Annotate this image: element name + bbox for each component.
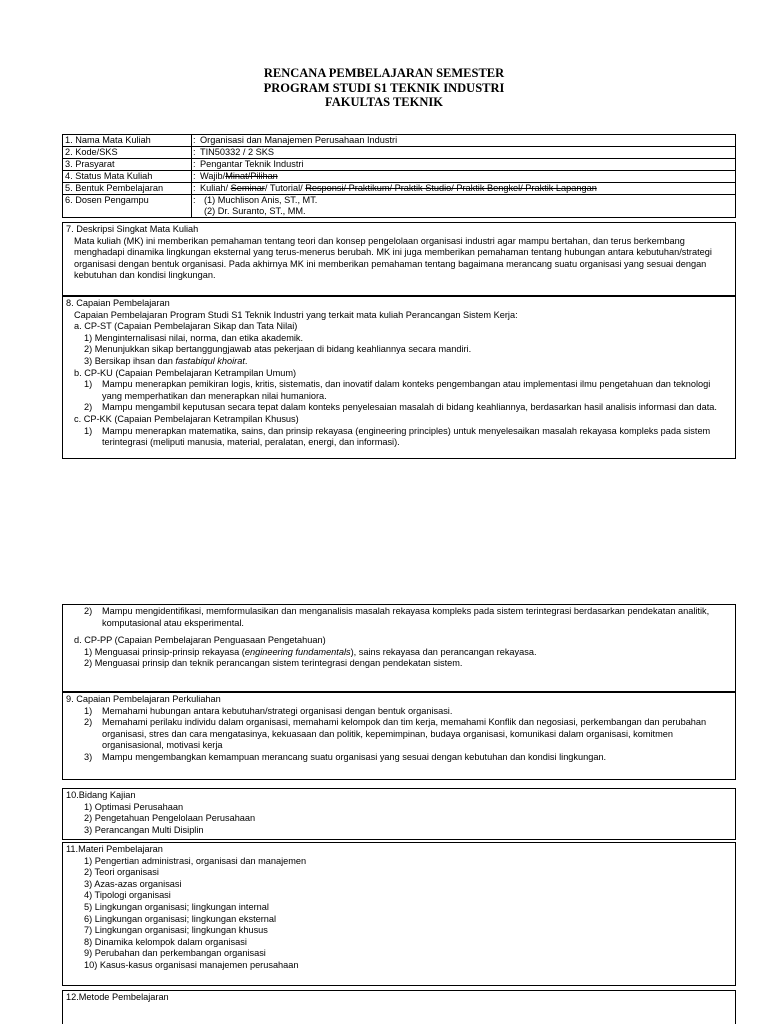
capaian-intro: Capaian Pembelajaran Program Studi S1 Teknik Industri yang terkait mata kuliah Perancangan Sistem Kerja: <box>74 309 518 320</box>
bidang-heading: 10.Bidang Kajian <box>66 790 136 800</box>
dosen-label: 6. Dosen Pengampu <box>63 195 192 218</box>
cpmk-item: 3) Mampu mengembangkan kemampuan merancang suatu organisasi yang sesuai dengan kebutuhan dan kondisi lingkungan. <box>84 751 607 762</box>
list-item: 1) Pengertian administrasi, organisasi dan manajemen <box>84 855 307 866</box>
cp-kk-heading: c. CP-KK (Capaian Pembelajaran Ketrampilan Khusus) <box>74 413 299 424</box>
table-row <box>63 183 736 195</box>
title-line-2: PROGRAM STUDI S1 TEKNIK INDUSTRI <box>263 80 505 95</box>
kode-value: TIN50332 / 2 SKS <box>198 147 736 159</box>
bentuk-value <box>198 183 736 195</box>
document-title <box>0 66 768 110</box>
list-item: 2) Teori organisasi <box>84 867 159 878</box>
colon: : <box>192 147 199 159</box>
dosen-1: (1) Muchlison Anis, ST., MT. <box>204 195 318 205</box>
deskripsi-text: Mata kuliah (MK) ini memberikan pemahaman tentang teori dan konsep pengelolaan organisasi industri agar mampu bertahan, dan terus berkembang menghadapi dinamika lingkungan eksternal yang terus-menerus berubah. MK ini juga memberikan pemahaman tentang hubungan antara kebutuhan/strategi organisasi dengan bentuk organisasi. Pada akhirnya MK ini memberikan pemahaman tentang bagaimana merancang suatu organisasi yang sesuai dengan kebutuhan dan kondisi lingkungan. <box>74 235 712 281</box>
title-line-3: FAKULTAS TEKNIK <box>325 95 443 109</box>
prasyarat-value: Pengantar Teknik Industri <box>198 159 736 171</box>
status-minat-struck: Minat/Pilihan <box>225 171 278 181</box>
course-info-table <box>62 134 736 218</box>
status-value <box>198 171 736 183</box>
materi-heading: 11.Materi Pembelajaran <box>66 844 163 854</box>
list-item: 10) Kasus-kasus organisasi manajemen perusahaan <box>84 959 299 970</box>
list-item: 8) Dinamika kelompok dalam organisasi <box>84 936 247 947</box>
cp-st-item: 2) Menunjukkan sikap bertanggungjawab atas pekerjaan di bidang keahliannya secara mandiri. <box>84 344 472 355</box>
cp-st-heading: a. CP-ST (Capaian Pembelajaran Sikap dan Tata Nilai) <box>74 321 298 332</box>
bentuk-rest-struck: Responsi/ Praktikum/ Praktik Studio/ Praktik Bengkel/ Praktik Lapangan <box>305 183 597 193</box>
colon: : <box>192 195 199 218</box>
metode-heading: 12.Metode Pembelajaran <box>66 992 169 1002</box>
cp-st-item: 3) Bersikap ihsan dan fastabiqul khoirat. <box>84 355 248 366</box>
deskripsi-section <box>62 222 736 296</box>
nama-label: 1. Nama Mata Kuliah <box>63 135 192 147</box>
colon: : <box>192 183 199 195</box>
page-2 <box>0 600 768 1024</box>
cpmk-heading: 9. Capaian Pembelajaran Perkuliahan <box>66 694 221 704</box>
table-row <box>63 159 736 171</box>
cpmk-item: 2) Memahami perilaku individu dalam organisasi, memahami kelompok dan tim kerja, memahami Konflik dan negosiasi, perkembangan dan perubahan organisasi, stres dan cara mengatasinya, kekuasaan dan politik, kepemimpinan, budaya organisasi, komunikasi dalam organisasi, komitmen organisasional, motivasi kerja <box>84 717 707 751</box>
cp-kk-item: 1) Mampu menerapkan matematika, sains, dan prinsip rekayasa (engineering principles) untuk menyelesaikan masalah rekayasa kompleks pada sistem terintegrasi (meliputi manusia, material, peralatan, energi, dan informasi). <box>84 425 711 448</box>
list-item: 3) Azas-azas organisasi <box>84 878 182 889</box>
list-item: 6) Lingkungan organisasi; lingkungan eksternal <box>84 913 277 924</box>
bentuk-tutorial: / Tutorial/ <box>264 183 306 193</box>
bentuk-kuliah: Kuliah/ <box>200 183 231 193</box>
capaian-continued <box>62 604 736 692</box>
list-item: 3) Perancangan Multi Disiplin <box>84 824 204 835</box>
kode-label: 2. Kode/SKS <box>63 147 192 159</box>
list-item: 7) Lingkungan organisasi; lingkungan khusus <box>84 925 268 936</box>
cp-pp-heading: d. CP-PP (Capaian Pembelajaran Penguasaan Pengetahuan) <box>74 635 326 646</box>
list-item: 4) Tipologi organisasi <box>84 890 171 901</box>
list-item: 1) Optimasi Perusahaan <box>84 801 184 812</box>
cpmk-item: 1) Memahami hubungan antara kebutuhan/strategi organisasi dengan bentuk organisasi. <box>84 705 453 716</box>
capaian-section <box>62 296 736 459</box>
nama-value: Organisasi dan Manajemen Perusahaan Industri <box>198 135 736 147</box>
bentuk-seminar-struck: Seminar <box>230 183 265 193</box>
cp-ku-item: 2) Mampu mengambil keputusan secara tepat dalam konteks penyelesaian masalah di bidang keahliannya, berdasarkan hasil analisis informasi dan data. <box>84 402 717 413</box>
dosen-2: (2) Dr. Suranto, ST., MM. <box>204 206 306 216</box>
status-wajib: Wajib/ <box>200 171 226 181</box>
deskripsi-heading: 7. Deskripsi Singkat Mata Kuliah <box>66 224 199 234</box>
cp-ku-heading: b. CP-KU (Capaian Pembelajaran Ketrampilan Umum) <box>74 367 297 378</box>
colon: : <box>192 135 199 147</box>
title-line-1: RENCANA PEMBELAJARAN SEMESTER <box>263 66 505 80</box>
list-item: 2) Pengetahuan Pengelolaan Perusahaan <box>84 813 256 824</box>
cp-ku-item: 1) Mampu menerapkan pemikiran logis, kritis, sistematis, dan inovatif dalam konteks pengembangan atau implementasi ilmu pengetahuan dan teknologi yang memperhatikan dan menerapkan nilai humaniora. <box>84 379 711 401</box>
bidang-section <box>62 788 736 840</box>
colon: : <box>192 171 199 183</box>
status-label: 4. Status Mata Kuliah <box>63 171 192 183</box>
cpmk-section <box>62 692 736 780</box>
table-row <box>63 135 736 147</box>
cp-st-item: 1) Menginternalisasi nilai, norma, dan etika akademik. <box>84 332 304 343</box>
cp-kk-item: 2) Mampu mengidentifikasi, memformulasikan dan menganalisis masalah rekayasa kompleks pada sistem terintegrasi berdasarkan pendekatan analitik, komputasional atau eksperimental. <box>84 606 710 628</box>
materi-section <box>62 842 736 986</box>
bentuk-label: 5. Bentuk Pembelajaran <box>63 183 192 195</box>
list-item: 5) Lingkungan organisasi; lingkungan internal <box>84 901 269 912</box>
cp-pp-item: 2) Menguasai prinsip dan teknik perancangan sistem terintegrasi dengan pendekatan sistem. <box>84 658 463 669</box>
table-row <box>63 147 736 159</box>
metode-section <box>62 990 736 1024</box>
cp-pp-item: 1) Menguasai prinsip-prinsip rekayasa (engineering fundamentals), sains rekayasa dan perancangan rekayasa. <box>84 646 537 657</box>
capaian-heading: 8. Capaian Pembelajaran <box>66 298 170 308</box>
table-row <box>63 171 736 183</box>
list-item: 9) Perubahan dan perkembangan organisasi <box>84 948 266 959</box>
page-1 <box>0 0 768 470</box>
colon: : <box>192 159 199 171</box>
dosen-value <box>198 195 736 218</box>
prasyarat-label: 3. Prasyarat <box>63 159 192 171</box>
table-row <box>63 195 736 218</box>
